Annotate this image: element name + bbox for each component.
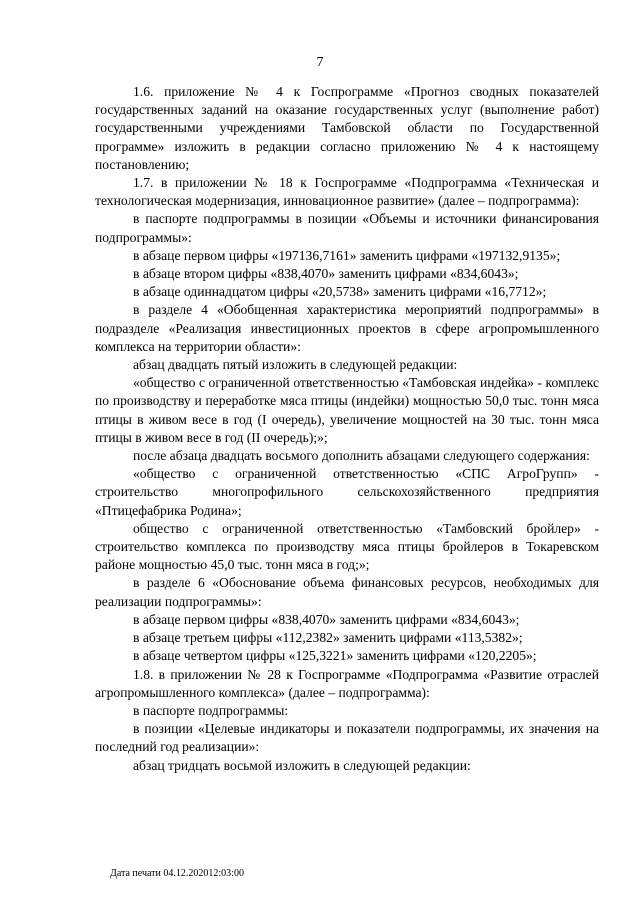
paragraph: в паспорте подпрограммы в позиции «Объемы и источники финансирования подпрограммы»: [95, 211, 599, 245]
paragraph: в абзаце четвертом цифры «125,3221» заменить цифрами «120,2205»; [133, 648, 537, 664]
page-number: 7 [316, 55, 324, 70]
paragraph: 1.8. в приложении № 28 к Госпрограмме «Подпрограмма «Развитие отраслей агропромышленного комплекса» (далее – подпрограмма): [95, 666, 599, 700]
print-date-footer: Дата печати 04.12.202012:03:00 [110, 868, 244, 879]
paragraph: в абзаце первом цифры «838,4070» заменить цифрами «834,6043»; [133, 611, 520, 627]
paragraph: в разделе 4 «Обобщенная характеристика мероприятий подпрограммы» в подразделе «Реализация инвестиционных проектов в сфере агропромышленного комплекса на территории области»: [95, 302, 599, 354]
paragraph: 1.6. приложение № 4 к Госпрограмме «Прогноз сводных показателей государственных заданий на оказание государственных услуг (выполнение работ) государственными учреждениями Тамбовской области по Государственной программе» изложить в редакции согласно приложению № 4 к настоящему постановлению; [95, 84, 599, 172]
paragraph: 1.7. в приложении № 18 к Госпрограмме «Подпрограмма «Техническая и технологическая модернизация, инновационное развитие» (далее – подпрограмма): [95, 175, 599, 209]
paragraph: в абзаце одиннадцатом цифры «20,5738» заменить цифрами «16,7712»; [133, 284, 547, 300]
paragraph: в абзаце третьем цифры «112,2382» заменить цифрами «113,5382»; [133, 630, 523, 646]
paragraph: «общество с ограниченной ответственностью «СПС АгроГрупп» - строительство многопрофильного сельскохозяйственного предприятия «Птицефабрика Родина»; [95, 466, 599, 518]
paragraph: абзац двадцать пятый изложить в следующей редакции: [133, 357, 458, 373]
paragraph: в абзаце втором цифры «838,4070» заменить цифрами «834,6043»; [133, 266, 519, 282]
document-body [95, 83, 599, 775]
paragraph: в позиции «Целевые индикаторы и показатели подпрограммы, их значения на последний год реализации»: [95, 721, 599, 755]
paragraph: в паспорте подпрограммы: [133, 702, 289, 718]
paragraph: после абзаца двадцать восьмого дополнить абзацами следующего содержания: [133, 448, 590, 464]
paragraph: в абзаце первом цифры «197136,7161» заменить цифрами «197132,9135»; [133, 247, 561, 263]
paragraph: абзац тридцать восьмой изложить в следующей редакции: [133, 757, 471, 773]
paragraph: общество с ограниченной ответственностью «Тамбовский бройлер» - строительство комплекса по производству мяса птицы бройлеров в Токаревском районе мощностью 45,0 тыс. тонн мяса в год;»; [95, 520, 599, 573]
paragraph: в разделе 6 «Обоснование объема финансовых ресурсов, необходимых для реализации подпрограммы»: [95, 575, 599, 609]
paragraph: «общество с ограниченной ответственностью «Тамбовская индейка» - комплекс по производству и переработке мяса птицы (индейки) мощностью 50,0 тыс. тонн мяса птицы в живом весе в год (I очередь), увеличение мощностей на 30 тыс. тонн мяса птицы в живом весе в год (II очередь);»; [95, 375, 599, 445]
